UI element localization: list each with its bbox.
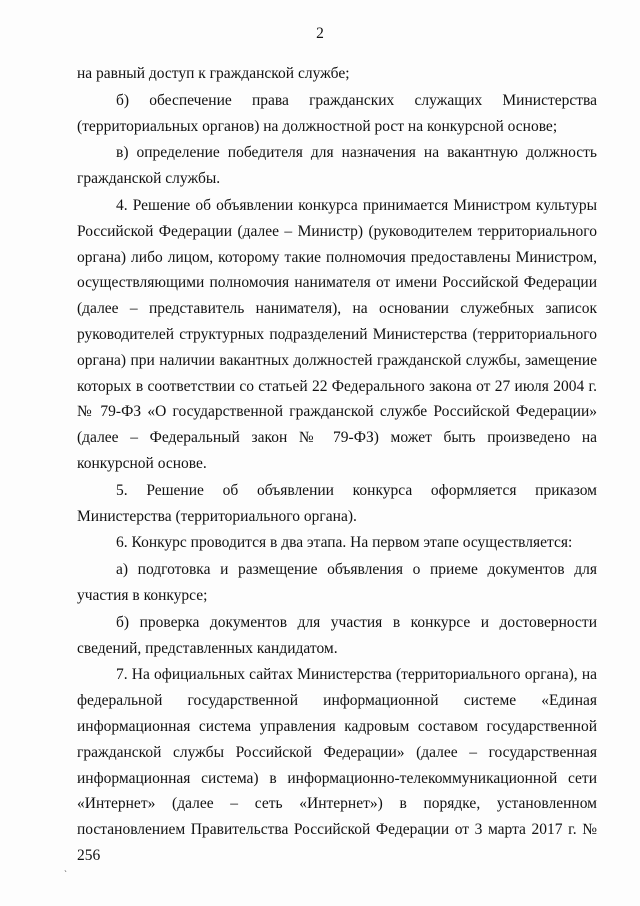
paragraph-clause-6: 6. Конкурс проводится в два этапа. На первом этапе осуществляется: (116, 534, 573, 552)
paragraph-clause-5: 5. Решение об объявлении конкурса оформляется приказом Министерства (территориального органа). (77, 481, 597, 525)
paragraph-item-b2: б) проверка документов для участия в конкурсе и достоверности сведений, представленных кандидатом. (77, 613, 597, 657)
paragraph-clause-4: 4. Решение об объявлении конкурса принимается Министром культуры Российской Федерации (далее – Министр) (руководителем территориального органа) либо лицом, которому такие полномочия предоставлены Министром, осуществляющими полномочия нанимателя от имени Российской Федерации (далее – представитель нанимателя), на основании служебных записок руководителей структурных подразделений Министерства (территориального органа) при наличии вакантных должностей гражданской службы, замещение которых в соответствии со статьей 22 Федерального закона от 27 июля 2004 г. № 79-ФЗ «О государственной гражданской службе Российской Федерации» (далее – Федеральный закон № 79-ФЗ) может быть произведено на конкурсной основе. (77, 196, 597, 472)
page-number: 2 (316, 25, 324, 42)
paragraph-item-b: б) обеспечение права гражданских служащих Министерства (территориальных органов) на должностной рост на конкурсной основе; (77, 91, 597, 135)
paragraph-continuation: на равный доступ к гражданской службе; (77, 65, 350, 82)
paragraph-item-a: а) подготовка и размещение объявления о приеме документов для участия в конкурсе; (77, 561, 597, 604)
document-body (77, 61, 597, 870)
paragraph-item-v: в) определение победителя для назначения на вакантную должность гражданской службы. (77, 144, 597, 188)
paragraph-clause-7: 7. На официальных сайтах Министерства (территориального органа), на федеральной государственной информационной системе «Единая информационная система управления кадровым составом государственной гражданской службы Российской Федерации» (далее – государственная информационная система) в информационно-телекоммуникационной сети «Интернет» (далее – сеть «Интернет») в порядке, установленном постановлением Правительства Российской Федерации от 3 марта 2017 г. № 256 (77, 666, 597, 864)
scan-mark: ` (64, 869, 67, 879)
